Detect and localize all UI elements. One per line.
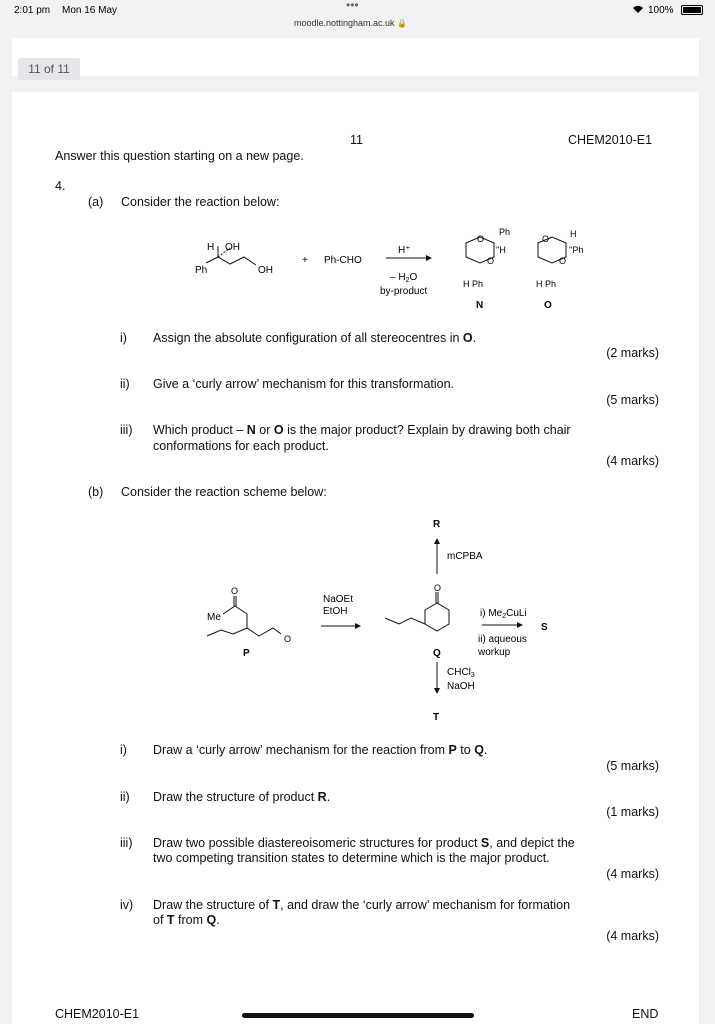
product-t-label: T bbox=[433, 712, 440, 723]
product-n-label: N bbox=[476, 300, 484, 311]
a-q2-number: ii) bbox=[120, 377, 130, 391]
o-ph-label: ''Ph bbox=[569, 245, 584, 255]
b-q2-text: Draw the structure of product R. bbox=[153, 790, 331, 804]
n-ring-o-1: O bbox=[477, 234, 485, 244]
part-a-reaction-scheme bbox=[190, 225, 610, 315]
plus-sign: + bbox=[302, 255, 308, 266]
url-text: moodle.nottingham.ac.uk bbox=[294, 18, 395, 28]
product-o-label: O bbox=[544, 300, 552, 311]
b-q1-text: Draw a ‘curly arrow’ mechanism for the reaction from P to Q. bbox=[153, 743, 488, 757]
b-q3-number: iii) bbox=[120, 836, 133, 850]
diol-ph-label: Ph bbox=[195, 265, 208, 276]
question-number: 4. bbox=[55, 179, 66, 193]
naoet-label: NaOEt bbox=[323, 594, 354, 605]
part-a-label: (a) bbox=[88, 195, 104, 209]
b-q1-marks: (5 marks) bbox=[606, 759, 659, 773]
instruction: Answer this question starting on a new page. bbox=[55, 149, 304, 163]
n-ring-o-2: O bbox=[487, 256, 495, 266]
lock-icon: 🔒 bbox=[397, 19, 408, 28]
diol-oh-label: OH bbox=[225, 242, 240, 253]
more-dots-icon[interactable]: ••• bbox=[346, 0, 359, 12]
o-h-ph-label: H Ph bbox=[536, 279, 557, 289]
battery-percent: 100% bbox=[648, 5, 674, 16]
b-q4-text: Draw the structure of T, and draw the ‘curly arrow’ mechanism for formation bbox=[153, 898, 571, 912]
b-q2-marks: (1 marks) bbox=[606, 805, 659, 819]
product-s-label: S bbox=[541, 622, 548, 633]
n-ph-label: Ph bbox=[499, 227, 511, 237]
arrow-p-to-q-head bbox=[355, 623, 361, 629]
chcl3-label: CHCl$_3$ bbox=[447, 667, 475, 679]
part-b-intro: Consider the reaction scheme below: bbox=[121, 485, 327, 499]
a-q1-number: i) bbox=[120, 331, 127, 345]
b-q2-number: ii) bbox=[120, 790, 130, 804]
a-q3-text-line2: conformations for each product. bbox=[153, 439, 329, 453]
water-loss-label: – $H_2O$ bbox=[390, 272, 418, 284]
a-q1-marks: (2 marks) bbox=[606, 346, 659, 360]
status-time: 2:01 pm bbox=[14, 5, 51, 16]
a-q2-text: Give a ‘curly arrow’ mechanism for this transformation. bbox=[153, 377, 455, 391]
aldehyde-label: Ph-CHO bbox=[324, 255, 362, 266]
by-product-label: by-product bbox=[380, 286, 428, 297]
product-r-label: R bbox=[433, 519, 441, 530]
b-q4-number: iv) bbox=[120, 898, 134, 912]
cuprate-label: i) $Me_2CuLi$ bbox=[480, 608, 527, 620]
arrow-q-to-t-head bbox=[434, 688, 440, 694]
battery-icon bbox=[681, 5, 703, 15]
home-indicator[interactable] bbox=[242, 1013, 474, 1018]
workup-label: workup bbox=[478, 647, 511, 658]
p-me-label: Me bbox=[207, 612, 221, 623]
a-q3-number: iii) bbox=[120, 423, 133, 437]
compound-q-label: Q bbox=[433, 648, 441, 659]
compound-q-structure bbox=[385, 592, 449, 631]
url-bar[interactable] bbox=[294, 18, 407, 28]
diol-h-label: H bbox=[207, 242, 215, 253]
n-h-ph-label: H Ph bbox=[463, 279, 484, 289]
status-date: Mon 16 May bbox=[62, 5, 118, 16]
page-count-badge[interactable]: 11 of 11 bbox=[18, 58, 80, 80]
acid-catalyst-label: H⁺ bbox=[398, 245, 411, 256]
footer-code: CHEM2010-E1 bbox=[55, 1007, 140, 1021]
arrow-q-to-s-head bbox=[517, 622, 523, 628]
arrow-head bbox=[426, 255, 432, 261]
b-q1-number: i) bbox=[120, 743, 127, 757]
o-ring-o-2: O bbox=[559, 256, 567, 266]
a-q3-marks: (4 marks) bbox=[606, 454, 659, 468]
o-h-label: H bbox=[570, 229, 577, 239]
aqueous-label: ii) aqueous bbox=[478, 634, 527, 645]
a-q2-marks: (5 marks) bbox=[606, 393, 659, 407]
footer-end: END bbox=[632, 1007, 659, 1021]
viewer-top-panel bbox=[12, 38, 699, 76]
b-q4-marks: (4 marks) bbox=[606, 929, 659, 943]
arrow-to-r-head bbox=[434, 538, 440, 544]
p-aldehyde-o: O bbox=[284, 634, 292, 644]
etoh-label: EtOH bbox=[323, 606, 348, 617]
b-q3-text-line2: two competing transition states to determine which is the major product. bbox=[153, 851, 550, 865]
part-b-label: (b) bbox=[88, 485, 104, 499]
a-q1-text: Assign the absolute configuration of all stereocentres in O. bbox=[153, 331, 477, 345]
part-b-reaction-scheme bbox=[195, 512, 575, 727]
o-ring-o-1: O bbox=[542, 234, 550, 244]
b-q3-marks: (4 marks) bbox=[606, 867, 659, 881]
part-a-intro: Consider the reaction below: bbox=[121, 195, 280, 209]
b-q3-text: Draw two possible diastereoisomeric structures for product S, and depict the bbox=[153, 836, 575, 850]
diol-oh-label-2: OH bbox=[258, 265, 273, 276]
p-carbonyl-o: O bbox=[231, 586, 239, 596]
q-carbonyl-o: O bbox=[434, 583, 442, 593]
wifi-icon bbox=[632, 4, 644, 17]
header-code: CHEM2010-E1 bbox=[568, 133, 653, 147]
mcpba-label: mCPBA bbox=[447, 551, 483, 562]
a-q3-text: Which product – N or O is the major product? Explain by drawing both chair bbox=[153, 423, 571, 437]
naoh-label: NaOH bbox=[447, 681, 475, 692]
page-number: 11 bbox=[350, 133, 363, 147]
compound-p-label: P bbox=[243, 648, 250, 659]
n-h-label: ''H bbox=[496, 245, 506, 255]
b-q4-text-line2: of T from Q. bbox=[153, 913, 220, 927]
